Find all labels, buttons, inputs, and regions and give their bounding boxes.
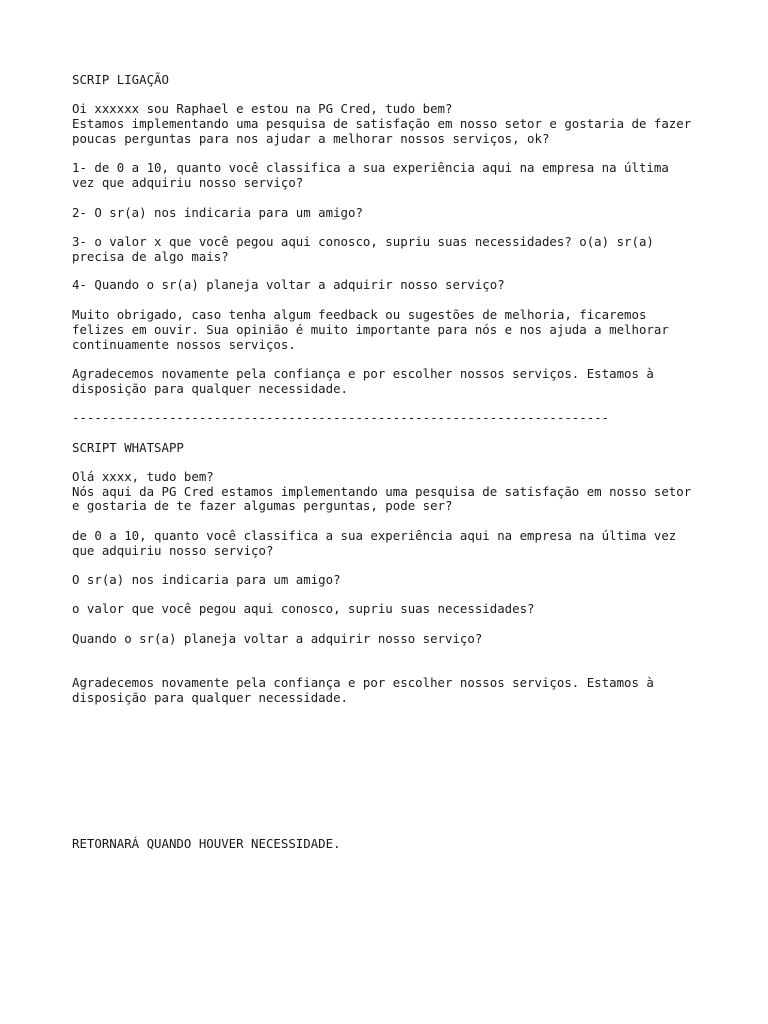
intro-line: Estamos implementando uma pesquisa de satisfação em nosso setor e gostaria de fazer: [72, 116, 692, 131]
question-4-line: 4- Quando o sr(a) planeja voltar a adquirir nosso serviço?: [72, 277, 505, 292]
thanks-line: Muito obrigado, caso tenha algum feedback ou sugestões de melhoria, ficaremos: [72, 307, 647, 322]
question-1-line: 1- de 0 a 10, quanto você classifica a sua experiência aqui na empresa na última: [72, 160, 669, 175]
greeting-line: Oi xxxxxx sou Raphael e estou na PG Cred, tudo bem?: [72, 101, 453, 116]
question-1-line: que adquiriu nosso serviço?: [72, 543, 274, 558]
footer-note: RETORNARÁ QUANDO HOUVER NECESSIDADE.: [72, 836, 341, 851]
section-divider: ------------------------------------------------------------------------: [72, 410, 610, 425]
question-3-line: o valor que você pegou aqui conosco, supriu suas necessidades?: [72, 601, 535, 616]
question-3-line: precisa de algo mais?: [72, 249, 229, 264]
closing-line: disposição para qualquer necessidade.: [72, 381, 349, 396]
closing-line: Agradecemos novamente pela confiança e por escolher nossos serviços. Estamos à: [72, 366, 654, 381]
intro-line: poucas perguntas para nos ajudar a melhorar nossos serviços, ok?: [72, 131, 550, 146]
question-2-line: O sr(a) nos indicaria para um amigo?: [72, 572, 341, 587]
question-1-line: vez que adquiriu nosso serviço?: [72, 175, 304, 190]
intro-line: Nós aqui da PG Cred estamos implementando uma pesquisa de satisfação em nosso setor: [72, 484, 692, 499]
question-2-line: 2- O sr(a) nos indicaria para um amigo?: [72, 205, 363, 220]
intro-line: e gostaria de te fazer algumas perguntas, pode ser?: [72, 498, 453, 513]
thanks-line: continuamente nossos serviços.: [72, 337, 296, 352]
section-heading-whatsapp: SCRIPT WHATSAPP: [72, 440, 184, 455]
question-1-line: de 0 a 10, quanto você classifica a sua experiência aqui na empresa na última vez: [72, 528, 677, 543]
question-3-line: 3- o valor x que você pegou aqui conosco, supriu suas necessidades? o(a) sr(a): [72, 234, 654, 249]
thanks-line: felizes em ouvir. Sua opinião é muito importante para nós e nos ajuda a melhorar: [72, 322, 669, 337]
section-heading-ligacao: SCRIP LIGAÇÃO: [72, 72, 169, 87]
greeting-line: Olá xxxx, tudo bem?: [72, 469, 214, 484]
closing-line: disposição para qualquer necessidade.: [72, 690, 349, 705]
question-4-line: Quando o sr(a) planeja voltar a adquirir nosso serviço?: [72, 631, 483, 646]
closing-line: Agradecemos novamente pela confiança e por escolher nossos serviços. Estamos à: [72, 675, 654, 690]
